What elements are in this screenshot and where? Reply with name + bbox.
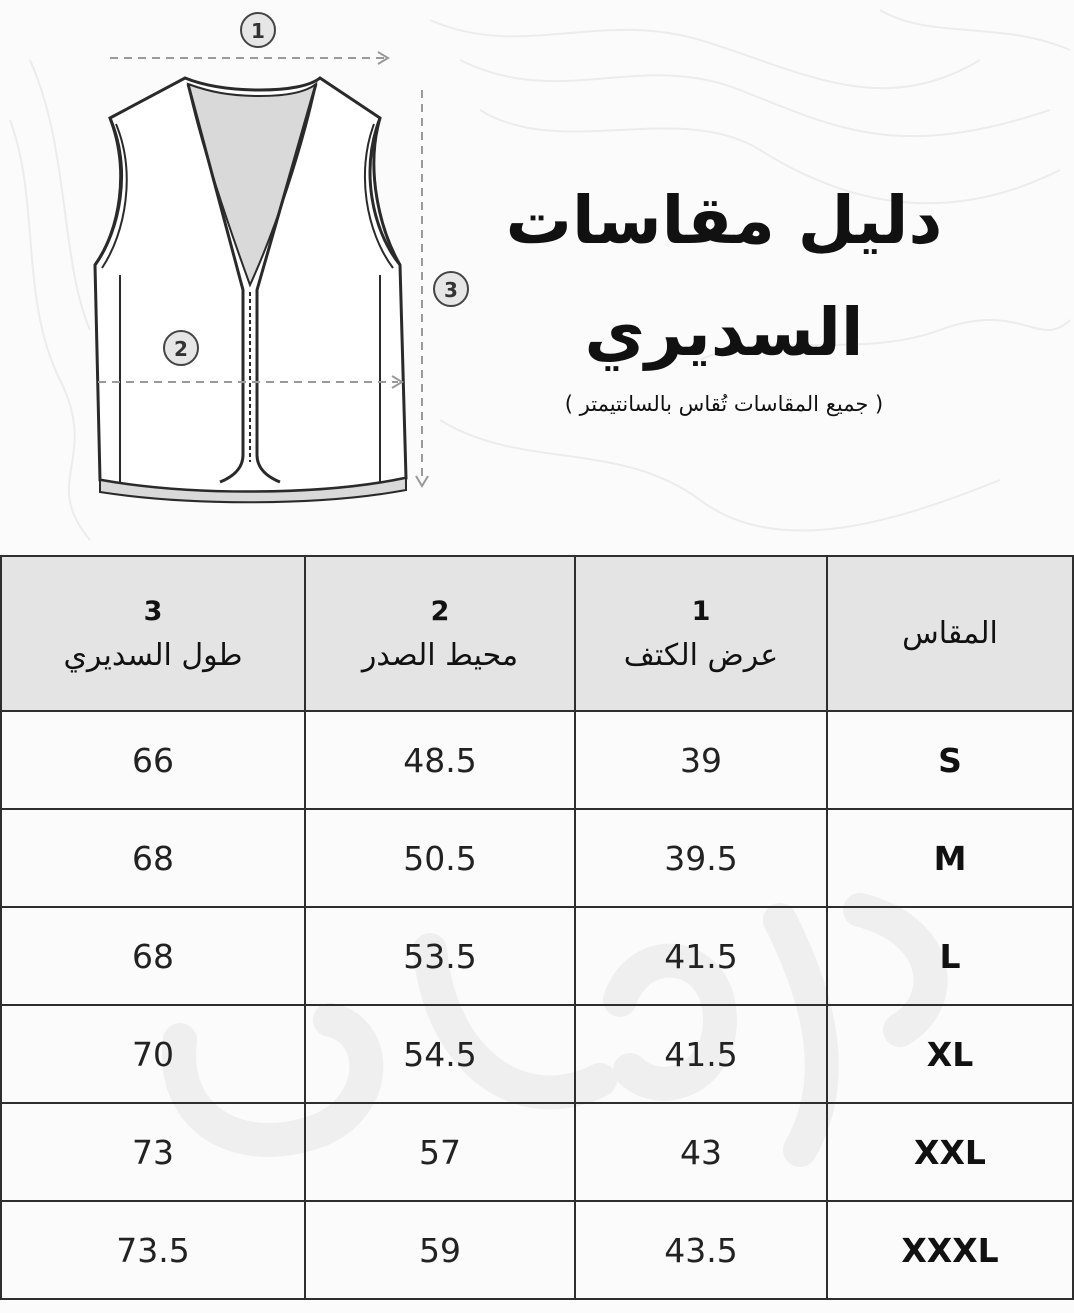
table-row [1, 1201, 1073, 1299]
size-cell: XXXL [827, 1201, 1073, 1299]
page-title [464, 165, 984, 389]
header-number: 3 [143, 595, 163, 627]
table-row [1, 711, 1073, 809]
table-row [1, 1103, 1073, 1201]
shoulder-cell: 43 [575, 1103, 827, 1201]
length-cell: 66 [1, 711, 305, 809]
shoulder-cell: 41.5 [575, 1005, 827, 1103]
marker-2-icon [164, 331, 198, 365]
size-cell: L [827, 907, 1073, 1005]
header-chest [305, 556, 575, 711]
header-label: طول السديري [63, 637, 243, 673]
svg-text:1: 1 [251, 19, 265, 43]
chest-cell: 48.5 [305, 711, 575, 809]
length-cell: 68 [1, 809, 305, 907]
chest-cell: 50.5 [305, 809, 575, 907]
size-cell: XL [827, 1005, 1073, 1103]
size-cell: S [827, 711, 1073, 809]
table-row [1, 907, 1073, 1005]
marker-3-icon [434, 272, 468, 306]
size-cell: M [827, 809, 1073, 907]
length-cell: 73.5 [1, 1201, 305, 1299]
length-cell: 68 [1, 907, 305, 1005]
svg-text:3: 3 [444, 278, 458, 302]
shoulder-cell: 43.5 [575, 1201, 827, 1299]
header-shoulder [575, 556, 827, 711]
chest-cell: 54.5 [305, 1005, 575, 1103]
header-label: عرض الكتف [623, 637, 779, 673]
units-note: ( جميع المقاسات تُقاس بالسانتيمتر ) [564, 392, 884, 416]
header-label: محيط الصدر [361, 637, 519, 673]
page-title-line-2: السديري [584, 294, 864, 371]
header-vest-length [1, 556, 305, 711]
chest-cell: 59 [305, 1201, 575, 1299]
table-row [1, 809, 1073, 907]
header-number: 1 [691, 595, 711, 627]
size-cell: XXL [827, 1103, 1073, 1201]
page-title-line-1: دليل مقاسات [505, 182, 943, 259]
shoulder-cell: 41.5 [575, 907, 827, 1005]
size-table [0, 555, 1074, 1300]
table-row [1, 1005, 1073, 1103]
shoulder-cell: 39.5 [575, 809, 827, 907]
svg-text:2: 2 [174, 337, 188, 361]
header-label: المقاس [902, 615, 998, 651]
chest-cell: 53.5 [305, 907, 575, 1005]
header-size [827, 556, 1073, 711]
length-cell: 73 [1, 1103, 305, 1201]
length-cell: 70 [1, 1005, 305, 1103]
vest-icon [80, 0, 500, 510]
header-number: 2 [430, 595, 450, 627]
marker-1-icon [241, 13, 275, 47]
chest-cell: 57 [305, 1103, 575, 1201]
table-header-row [1, 556, 1073, 711]
shoulder-cell: 39 [575, 711, 827, 809]
